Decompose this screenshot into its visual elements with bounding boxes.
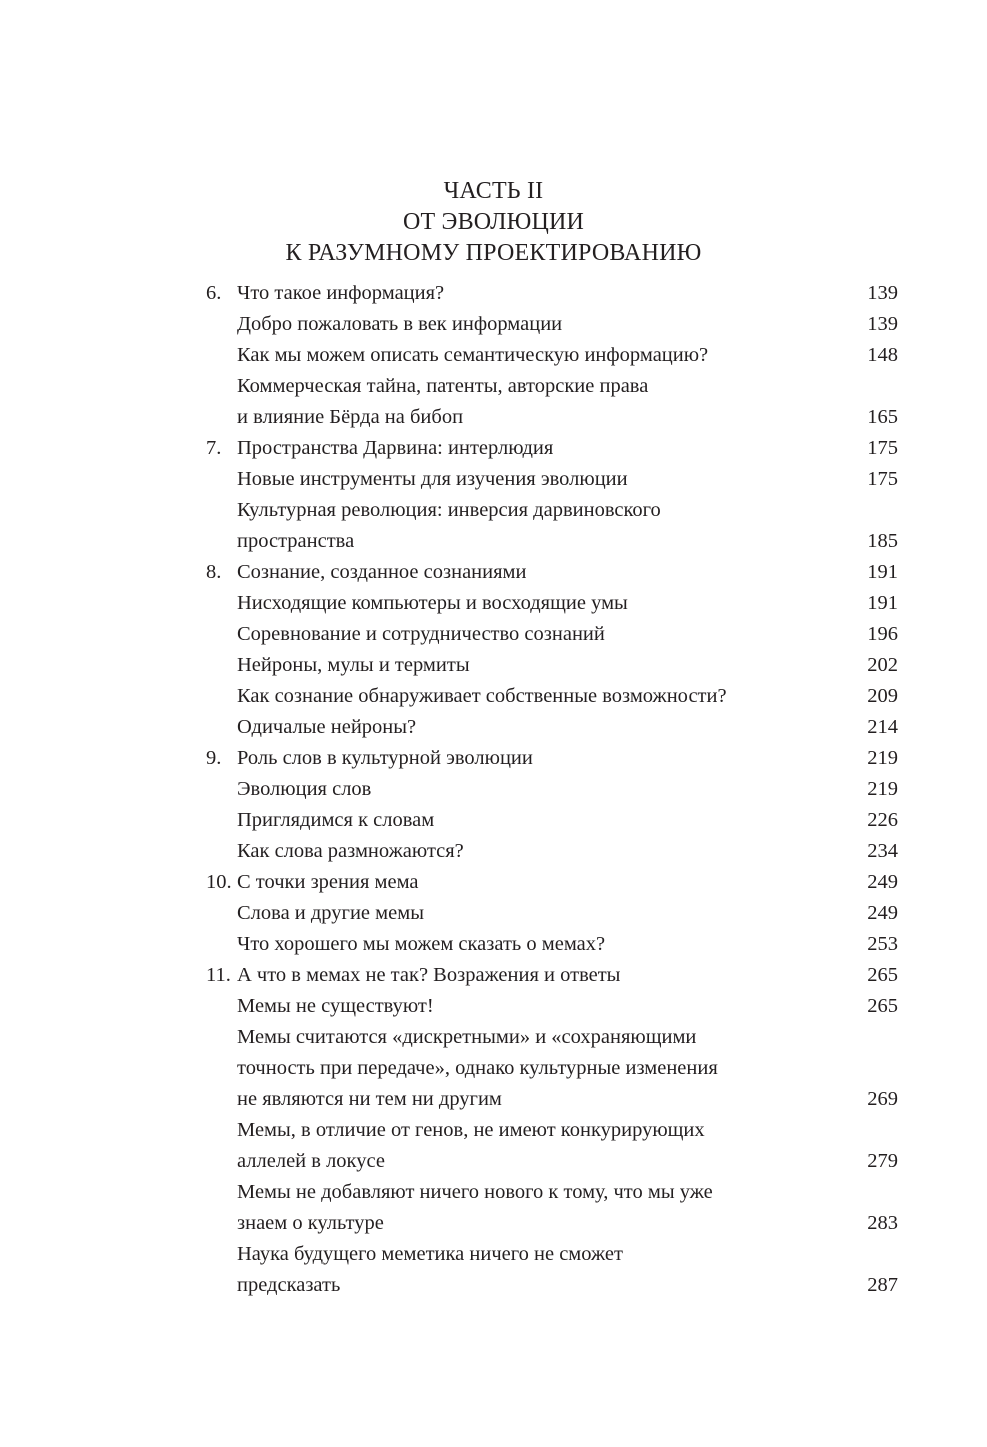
toc-row — [206, 1177, 898, 1208]
page-number: 196 — [867, 623, 898, 645]
toc-entry-title: Мемы не существуют! — [237, 995, 434, 1017]
toc-row — [206, 681, 898, 712]
page-number: 283 — [867, 1212, 898, 1234]
page-number: 269 — [867, 1088, 898, 1110]
toc-row — [206, 1239, 898, 1270]
toc-entry-title: Мемы не добавляют ничего нового к тому, что мы уже — [237, 1181, 713, 1203]
toc-entry-title: пространства — [237, 530, 355, 552]
toc-entry-title: Что такое информация? — [237, 282, 445, 304]
toc-entry-title: Как мы можем описать семантическую информацию? — [237, 344, 709, 366]
toc-row — [206, 402, 898, 433]
toc-row — [206, 1270, 898, 1301]
toc-entry-title: Добро пожаловать в век информации — [237, 313, 563, 335]
toc-row — [206, 588, 898, 619]
chapter-number: 8. — [206, 561, 222, 583]
toc-entry-title: аллелей в локусе — [237, 1150, 385, 1172]
toc-entry-title: точность при передаче», однако культурные изменения — [237, 1057, 718, 1079]
table-of-contents — [206, 278, 898, 1301]
toc-entry-title: Роль слов в культурной эволюции — [237, 747, 533, 769]
toc-entry-title: С точки зрения мема — [237, 871, 419, 893]
toc-entry-title: Сознание, созданное сознаниями — [237, 561, 527, 583]
chapter-number: 9. — [206, 747, 222, 769]
toc-entry-title: не являются ни тем ни другим — [237, 1088, 502, 1110]
toc-entry-title: Эволюция слов — [237, 778, 372, 800]
page-number: 253 — [867, 933, 898, 955]
toc-row — [206, 1022, 898, 1053]
toc-entry-title: и влияние Бёрда на бибоп — [237, 406, 464, 428]
page-number: 175 — [867, 468, 898, 490]
chapter-number: 10. — [206, 871, 232, 893]
toc-row — [206, 278, 898, 309]
page-number: 175 — [867, 437, 898, 459]
toc-row — [206, 867, 898, 898]
toc-row — [206, 1115, 898, 1146]
part-label: ЧАСТЬ II — [443, 178, 544, 204]
toc-entry-title: Как слова размножаются? — [237, 840, 464, 862]
toc-entry-title: Одичалые нейроны? — [237, 716, 417, 738]
toc-row — [206, 464, 898, 495]
toc-row — [206, 1146, 898, 1177]
toc-entry-title: Соревнование и сотрудничество сознаний — [237, 623, 605, 645]
toc-row — [206, 991, 898, 1022]
toc-entry-title: Пространства Дарвина: интерлюдия — [237, 437, 554, 459]
toc-entry-title: Мемы считаются «дискретными» и «сохраняющими — [237, 1026, 697, 1048]
chapter-number: 6. — [206, 282, 222, 304]
toc-entry-title: Культурная революция: инверсия дарвиновского — [237, 499, 661, 521]
toc-row — [206, 805, 898, 836]
toc-entry-title: Новые инструменты для изучения эволюции — [237, 468, 628, 490]
page-number: 265 — [867, 964, 898, 986]
page-number: 279 — [867, 1150, 898, 1172]
page-number: 139 — [867, 282, 898, 304]
page-number: 219 — [867, 778, 898, 800]
page-number: 287 — [867, 1274, 898, 1296]
toc-row — [206, 495, 898, 526]
toc-row — [206, 619, 898, 650]
toc-row — [206, 1208, 898, 1239]
part-heading — [0, 176, 987, 269]
page-number: 191 — [867, 592, 898, 614]
toc-row — [206, 371, 898, 402]
toc-entry-title: Мемы, в отличие от генов, не имеют конкурирующих — [237, 1119, 705, 1141]
page-number: 185 — [867, 530, 898, 552]
page-number: 265 — [867, 995, 898, 1017]
toc-row — [206, 836, 898, 867]
page-number: 191 — [867, 561, 898, 583]
toc-row — [206, 712, 898, 743]
toc-entry-title: предсказать — [237, 1274, 341, 1296]
page-number: 249 — [867, 902, 898, 924]
toc-row — [206, 340, 898, 371]
toc-row — [206, 1084, 898, 1115]
page-number: 148 — [867, 344, 898, 366]
toc-entry-title: Наука будущего меметика ничего не сможет — [237, 1243, 623, 1265]
toc-entry-title: Нейроны, мулы и термиты — [237, 654, 470, 676]
chapter-number: 11. — [206, 964, 231, 986]
toc-row — [206, 526, 898, 557]
toc-row — [206, 557, 898, 588]
toc-row — [206, 898, 898, 929]
toc-row — [206, 960, 898, 991]
toc-row — [206, 433, 898, 464]
toc-entry-title: Что хорошего мы можем сказать о мемах? — [237, 933, 606, 955]
toc-entry-title: Как сознание обнаруживает собственные возможности? — [237, 685, 727, 707]
page-number: 249 — [867, 871, 898, 893]
toc-row — [206, 1053, 898, 1084]
toc-row — [206, 650, 898, 681]
toc-row — [206, 929, 898, 960]
toc-entry-title: Нисходящие компьютеры и восходящие умы — [237, 592, 628, 614]
page-number: 219 — [867, 747, 898, 769]
toc-row — [206, 743, 898, 774]
toc-row — [206, 309, 898, 340]
page-number: 139 — [867, 313, 898, 335]
page-number: 226 — [867, 809, 898, 831]
chapter-number: 7. — [206, 437, 222, 459]
toc-row — [206, 774, 898, 805]
toc-entry-title: Приглядимся к словам — [237, 809, 435, 831]
page-number: 165 — [867, 406, 898, 428]
page-number: 234 — [867, 840, 898, 862]
toc-entry-title: знаем о культуре — [237, 1212, 384, 1234]
part-title-line-2: К РАЗУМНОМУ ПРОЕКТИРОВАНИЮ — [285, 240, 702, 266]
part-title-line-1: ОТ ЭВОЛЮЦИИ — [402, 209, 585, 235]
toc-entry-title: Слова и другие мемы — [237, 902, 424, 924]
toc-entry-title: А что в мемах не так? Возражения и ответы — [237, 964, 621, 986]
page-number: 202 — [867, 654, 898, 676]
page-number: 214 — [867, 716, 898, 738]
toc-entry-title: Коммерческая тайна, патенты, авторские права — [237, 375, 649, 397]
page-number: 209 — [867, 685, 898, 707]
